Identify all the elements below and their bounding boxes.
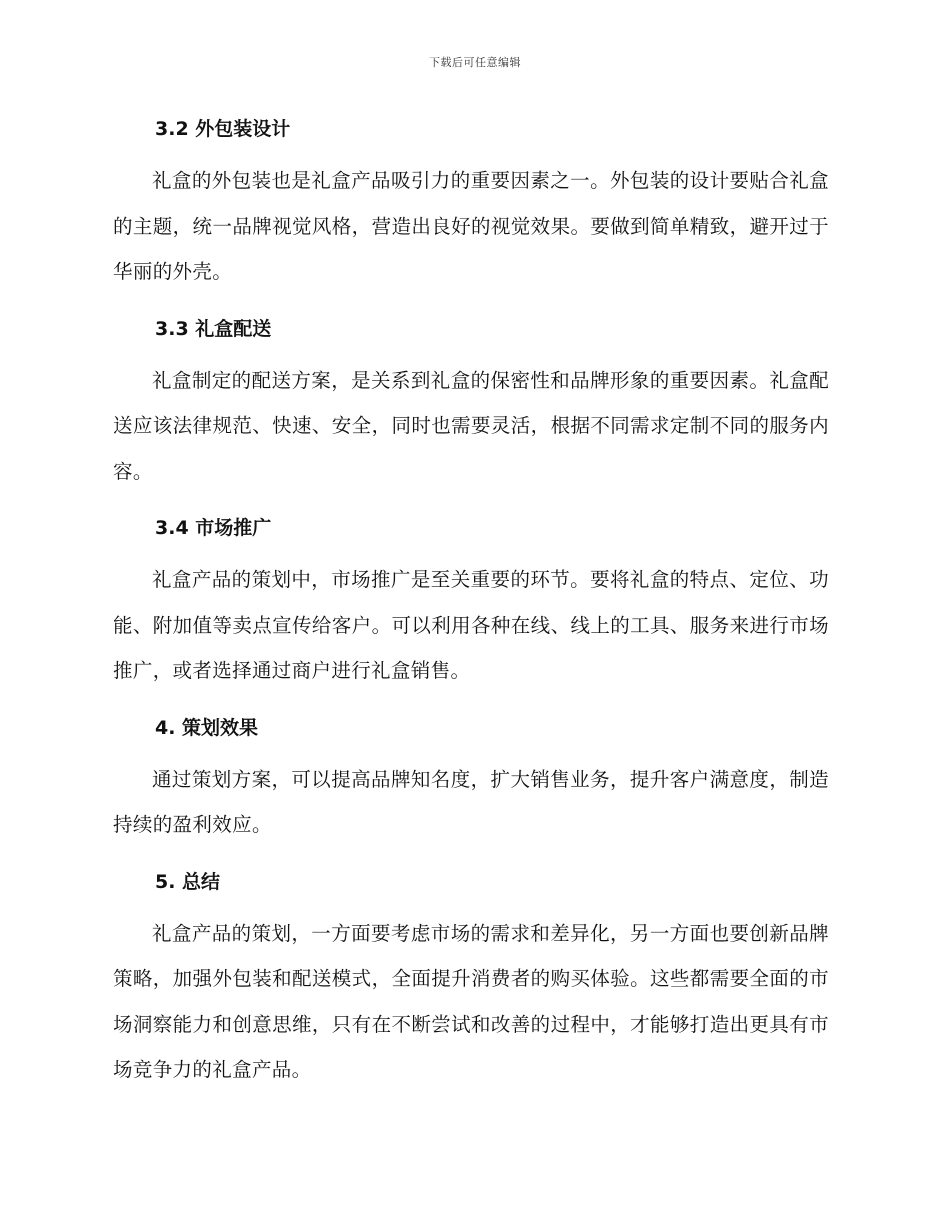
section-paragraph: 礼盒产品的策划，一方面要考虑市场的需求和差异化，另一方面也要创新品牌策略，加强外包装和配送模式，全面提升消费者的购买体验。这些都需要全面的市场洞察能力和创意思维，只有在不断尝试和改善的过程中，才能够打造出更具有市场竞争力的礼盒产品。 [113,921,829,1081]
section-heading: 3.3 礼盒配送 [155,317,272,340]
section-heading: 4. 策划效果 [155,716,259,739]
section-paragraph: 礼盒制定的配送方案，是关系到礼盒的保密性和品牌形象的重要因素。礼盒配送应该法律规范、快速、安全，同时也需要灵活，根据不同需求定制不同的服务内容。 [113,368,829,483]
section-paragraph: 通过策划方案，可以提高品牌知名度，扩大销售业务，提升客户满意度，制造持续的盈利效应。 [113,767,829,836]
section-heading: 3.4 市场推广 [155,517,272,539]
section-market-promotion [113,511,829,694]
document-content [113,112,829,1110]
section-heading: 3.2 外包装设计 [155,118,291,140]
section-summary [113,865,829,1093]
header-note: 下载后可任意编辑 [429,56,521,69]
section-heading: 5. 总结 [155,870,221,893]
section-planning-effect [113,711,829,848]
section-packaging-design [113,112,829,295]
section-gift-box-delivery [113,312,829,495]
section-paragraph: 礼盒的外包装也是礼盒产品吸引力的重要因素之一。外包装的设计要贴合礼盒的主题，统一品牌视觉风格，营造出良好的视觉效果。要做到简单精致，避开过于华丽的外壳。 [113,169,829,283]
section-paragraph: 礼盒产品的策划中，市场推广是至关重要的环节。要将礼盒的特点、定位、功能、附加值等卖点宣传给客户。可以利用各种在线、线上的工具、服务来进行市场推广，或者选择通过商户进行礼盒销售。 [113,568,829,682]
